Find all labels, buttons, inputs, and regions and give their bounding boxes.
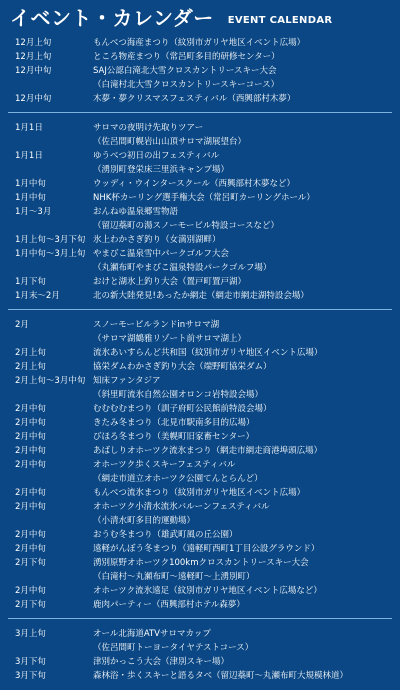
event-row	[0, 528, 400, 542]
event-row	[0, 64, 400, 78]
event-date: 2月中旬	[15, 502, 46, 512]
month-section	[0, 36, 400, 106]
event-name: おんねゆ温泉郷雪物語	[93, 207, 179, 217]
event-date: 3月下旬	[15, 657, 46, 667]
event-date: 2月中旬	[15, 404, 46, 414]
event-name: 津別かっこう大会（津別スキー場）	[93, 657, 230, 667]
event-name: ゆうべつ初日の出フェスティバル	[93, 151, 220, 161]
event-date: 2月中旬	[15, 460, 46, 470]
event-name: （小清水町多目的運動場）	[93, 516, 196, 526]
event-name: もんべつ流氷まつり（紋別市ガリヤ地区イベント広場）	[93, 488, 306, 498]
event-row	[0, 598, 400, 612]
event-row	[0, 219, 400, 233]
event-name: 鹿肉パーティー（西興部村ホテル森夢）	[93, 600, 245, 610]
calendar-header	[0, 0, 400, 32]
event-name: 遠軽がんぼう冬まつり（遠軽町西町1丁目公設グラウンド）	[93, 544, 320, 554]
event-row	[0, 641, 400, 655]
event-row	[0, 584, 400, 598]
event-name: （留辺蘂町の湯スノーモービル特設コースなど）	[93, 221, 279, 231]
event-date: 12月上旬	[15, 52, 52, 62]
event-name: 北の新大陸発見!あったか網走（網走市網走湖特設会場）	[93, 291, 309, 301]
event-name: （佐呂間町トーヨータイヤテストコース）	[93, 643, 254, 653]
event-name: むむむむまつり（訓子府町公民館前特設会場）	[93, 404, 272, 414]
event-row	[0, 388, 400, 402]
event-name: （白滝村北大雪クロスカントリースキーコース）	[93, 80, 280, 90]
event-date: 1月1日	[15, 151, 43, 161]
event-row	[0, 261, 400, 275]
event-row	[0, 205, 400, 219]
event-row	[0, 191, 400, 205]
event-row	[0, 627, 400, 641]
event-name: やまびこ温泉雪中パークゴルフ大会	[93, 249, 229, 259]
event-name: オール北海道ATVサロマカップ	[93, 629, 211, 639]
event-sections	[0, 36, 400, 683]
event-name: スノーモービルランドinサロマ湖	[93, 320, 220, 330]
event-row	[0, 486, 400, 500]
event-row	[0, 402, 400, 416]
event-date: 2月上旬	[15, 348, 46, 358]
event-name: （網走市道立オホーツク公園てんとらんど）	[93, 474, 263, 484]
event-name: （佐呂間町幌岩山山頂サロマ湖展望台）	[93, 137, 247, 147]
event-date: 1月中旬～3月上旬	[15, 249, 86, 259]
event-date: 2月上旬	[15, 362, 46, 372]
event-date: 2月下旬	[15, 600, 46, 610]
month-section	[0, 106, 400, 303]
event-name: おうむ冬まつり（雄武町風の丘公園）	[93, 530, 238, 540]
event-name: SAJ公認白滝北大雪クロスカントリースキー大会	[93, 66, 277, 76]
event-row	[0, 542, 400, 556]
event-date: 2月中旬	[15, 530, 46, 540]
event-name: 協栄ダムわかさぎ釣り大会（端野町協栄ダム）	[93, 362, 272, 372]
event-row	[0, 458, 400, 472]
event-name: 森林浴・歩くスキーと語るタベ（留辺蘂町～丸瀬布町大規模林道）	[93, 671, 349, 681]
event-name: きたみ冬まつり（北見市駅南多目的広場）	[93, 418, 255, 428]
event-date: 1月下旬	[15, 277, 46, 287]
event-row	[0, 275, 400, 289]
event-row	[0, 332, 400, 346]
event-name: ウッディ・ウインタースクール（西興部村木夢など）	[93, 179, 295, 189]
event-name: 流氷あいすらんど共和国（紋別市ガリヤ地区イベント広場）	[93, 348, 323, 358]
event-row	[0, 121, 400, 135]
event-row	[0, 149, 400, 163]
event-date: 2月上旬～3月中旬	[15, 376, 86, 386]
event-row	[0, 177, 400, 191]
event-name: （湧別町登栄床三里浜キャンプ場）	[93, 165, 230, 175]
event-name: オホーツク流氷遠足（紋別市ガリヤ地区イベント広場など）	[93, 586, 322, 596]
event-name: （丸瀬布町やまびこ温泉特設パークゴルフ場）	[93, 263, 272, 273]
event-name: びほろ冬まつり（美幌町旧家畜センター）	[93, 432, 255, 442]
calendar-title: イベント・カレンダー	[10, 6, 214, 30]
event-row	[0, 374, 400, 388]
event-date: 2月中旬	[15, 544, 46, 554]
event-name: オホーツク小清水流氷バルーンフェスティバル	[93, 502, 270, 512]
event-date: 3月下旬	[15, 671, 46, 681]
event-name: （斜里町流氷自然公園オロンコ岩特設会場）	[93, 390, 264, 400]
event-date: 12月中旬	[15, 94, 52, 104]
event-row	[0, 233, 400, 247]
event-date: 2月中旬	[15, 586, 46, 596]
event-row	[0, 163, 400, 177]
event-name: （白滝村～丸瀬布町～遠軽町～上湧別町）	[93, 572, 255, 582]
event-name: おけと湖氷上釣り大会（置戸町置戸湖）	[93, 277, 247, 287]
event-name: サロマの夜明け先取りツアー	[93, 123, 204, 133]
event-row	[0, 346, 400, 360]
event-name: 木夢・夢クリスマスフェスティバル（西興部村木夢）	[93, 94, 296, 104]
event-date: 1月中旬	[15, 193, 46, 203]
calendar-subtitle: EVENT CALENDAR	[227, 15, 333, 26]
event-row	[0, 92, 400, 106]
event-date: 2月中旬	[15, 418, 46, 428]
event-row	[0, 556, 400, 570]
event-name: （サロマ湖鶴雅リゾート前サロマ湖上）	[93, 334, 247, 344]
event-row	[0, 289, 400, 303]
month-section	[0, 612, 400, 683]
event-row	[0, 318, 400, 332]
event-date: 2月中旬	[15, 488, 46, 498]
event-row	[0, 500, 400, 514]
event-name: あばしりオホーツク流氷まつり（網走市網走商港埠頭広場）	[93, 446, 323, 456]
event-date: 12月中旬	[15, 66, 52, 76]
event-row	[0, 36, 400, 50]
event-row	[0, 444, 400, 458]
event-row	[0, 472, 400, 486]
event-date: 1月1日	[15, 123, 43, 133]
event-row	[0, 135, 400, 149]
event-row	[0, 78, 400, 92]
event-name: NHK杯カーリング選手権大会（常呂町カーリングホール）	[93, 193, 315, 203]
event-date: 1月～3月	[15, 207, 52, 217]
event-row	[0, 50, 400, 64]
event-date: 1月末～2月	[15, 291, 60, 301]
event-date: 3月上旬	[15, 629, 46, 639]
event-date: 2月	[15, 320, 29, 330]
event-row	[0, 360, 400, 374]
event-date: 12月上旬	[15, 38, 52, 48]
event-row	[0, 416, 400, 430]
event-row	[0, 514, 400, 528]
event-date: 2月下旬	[15, 558, 46, 568]
event-row	[0, 430, 400, 444]
event-name: 知床ファンタジア	[93, 376, 161, 386]
event-name: 湧別原野オホーツク100kmクロスカントリースキー大会	[93, 558, 309, 568]
event-name: もんべつ海産まつり（紋別市ガリヤ地区イベント広場）	[93, 38, 306, 48]
event-row	[0, 669, 400, 683]
month-section	[0, 303, 400, 612]
event-name: 氷上わかさぎ釣り（女満別湖畔）	[93, 235, 221, 245]
event-name: ところ物産まつり（常呂町多目的研修センター）	[93, 52, 280, 62]
event-date: 1月中旬	[15, 179, 46, 189]
event-row	[0, 655, 400, 669]
event-name: オホーツク歩くスキーフェスティバル	[93, 460, 236, 470]
event-date: 2月中旬	[15, 432, 46, 442]
event-row	[0, 570, 400, 584]
event-row	[0, 247, 400, 261]
event-date: 1月上旬～3月下旬	[15, 235, 86, 245]
event-date: 2月中旬	[15, 446, 46, 456]
